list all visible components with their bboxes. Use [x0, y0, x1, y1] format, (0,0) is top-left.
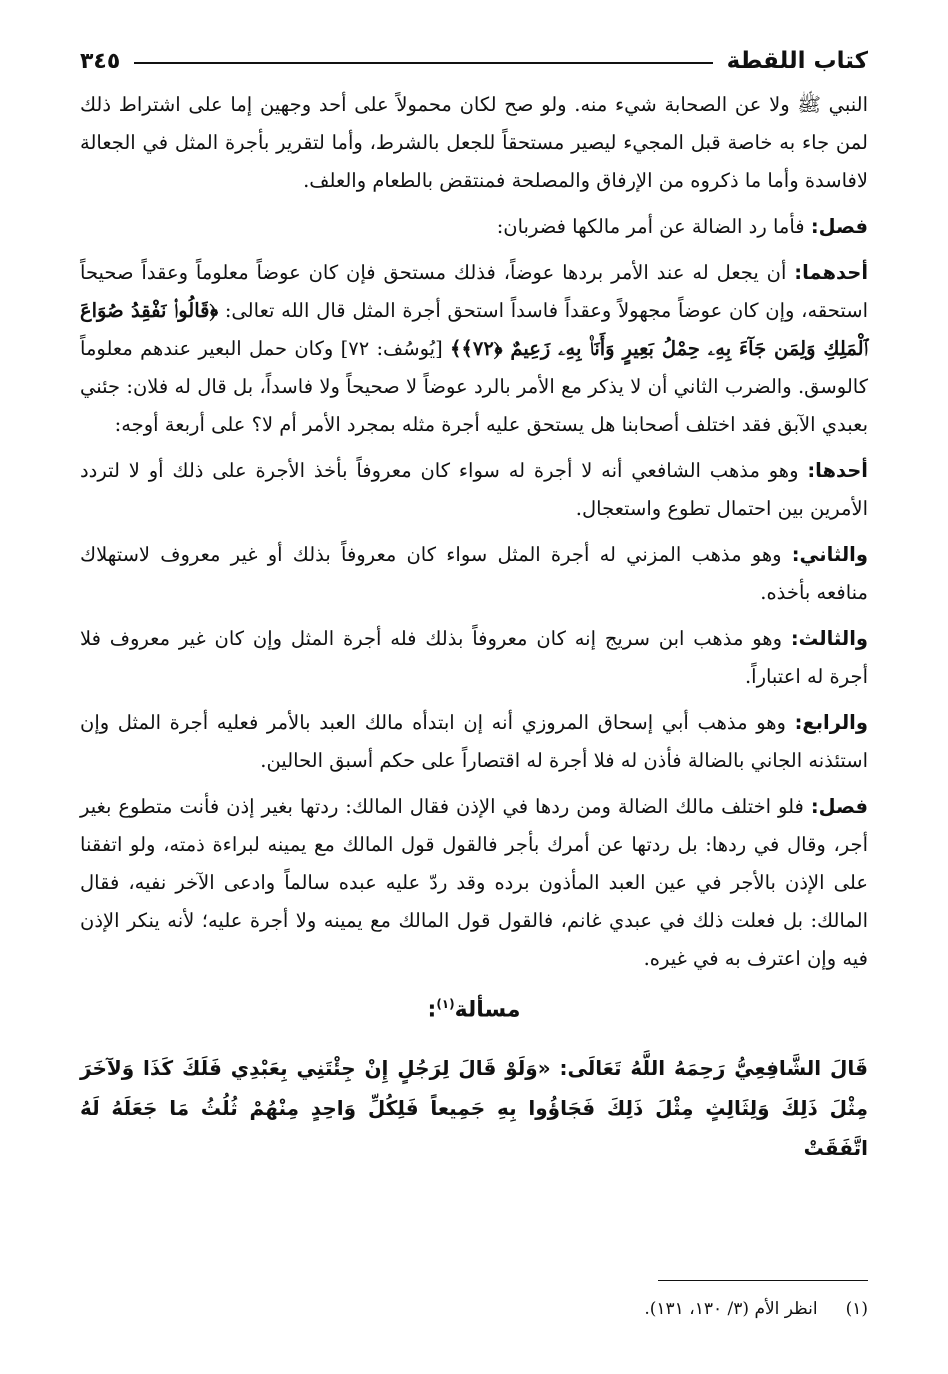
header-rule — [134, 62, 712, 64]
paragraph-2 — [80, 208, 868, 246]
section-heading — [80, 986, 868, 1028]
section-keyword: أحدهما: — [794, 261, 868, 284]
section-keyword: أحدها: — [807, 459, 868, 482]
paragraph-text: وهو مذهب أبي إسحاق المروزي أنه إن ابتدأه مالك العبد بالأمر فعليه أجرة المثل وإن استئذنه الجاني بالضالة فأذن له فلا أجرة له اقتصاراً على حكم أسبق الحالين. — [80, 711, 868, 772]
section-keyword: والثاني: — [791, 543, 868, 566]
section-keyword: والرابع: — [794, 711, 868, 734]
paragraph-text: أن يجعل له عند الأمر بردها عوضاً، فذلك مستحق فإن كان عوضاً معلوماً وعقداً صحيحاً استحقه، وإن كان عوضاً مجهولاً وعقداً فاسداً استحق أجرة المثل قال الله تعالى: — [80, 261, 868, 322]
paragraph-6 — [80, 620, 868, 696]
footnote-text: انظر الأم (٣/ ١٣٠، ١٣١). — [644, 1299, 818, 1319]
page-header — [80, 44, 868, 78]
paragraph-text: وهو مذهب ابن سريج إنه كان معروفاً بذلك فله أجرة المثل وإن كان غير معروف فلا أجرة له اعتباراً. — [80, 627, 868, 688]
section-keyword: فصل: — [810, 795, 868, 818]
chapter-title: كتاب اللقطة — [726, 48, 868, 74]
paragraph-text: فلو اختلف مالك الضالة ومن ردها في الإذن فقال المالك: ردتها بغير إذن فأنت متطوع بغير أجر، وقال في ردها: بل ردتها عن أمرك بأجر فالقول قول المالك مع يمينه لبراءة ذمته، ولو اتفقنا على الإذن بالأجر في عين العبد المأذون برده وقد ردّ عليه عبده سالماً وادعى الآخر نفيه، فقال المالك: بل فعلت ذلك في عبدي غانم، فالقول قول المالك مع يمينه ولا أجرة عليه؛ لأنه ينكر الإذن فيه وإن اعترف به في غيره. — [80, 795, 868, 970]
footnote-number: (١) — [845, 1299, 868, 1319]
paragraph-text: وهو مذهب المزني له أجرة المثل سواء كان معروفاً بذلك أو غير معروف لاستهلاك منافعه بأخذه. — [80, 543, 868, 604]
paragraph-5 — [80, 536, 868, 612]
paragraph-3 — [80, 254, 868, 444]
footnote-mark: (١) — [436, 997, 455, 1011]
paragraph-1: النبي ﷺ ولا عن الصحابة شيء منه. ولو صح لكان محمولاً على أحد وجهين إما على اشتراط ذلك لمن جاء به خاصة قبل المجيء ليصير مستحقاً للجعل بالشرط، وأما لتقرير بأجرة المثل في الجعالة لافاسدة وأما ما ذكروه من الإرفاق والمصلحة فمنتقض بالطعام والعلف. — [80, 93, 868, 192]
paragraph-text-cont: [يُوسُف: ٧٢] وكان حمل البعير عندهم معلوماً كالوسق. والضرب الثاني أن لا يذكر مع الأمر بالرد عوضاً لا صحيحاً ولا فاسداً، بل قال له فلان: جئني بعبدي الآبق فقد اختلف أصحابنا هل يستحق عليه أجرة مثله بمجرد الأمر أم لا؟ على أربعة أوجه: — [80, 337, 868, 436]
quran-verse: ﴿قَالُوا۟ نَفْقِدُ صُوَاعَ ٱلْمَلِكِ وَلِمَن جَآءَ بِهِۦ حِمْلُ بَعِيرٍ وَأَنَا۠ بِهِۦ زَعِيمٌ ﴿٧٢﴾﴾ — [80, 299, 868, 360]
paragraph-4 — [80, 452, 868, 528]
paragraph-text: وهو مذهب الشافعي أنه لا أجرة له سواء كان معروفاً بأخذ الأجرة على ذلك أو لا لتردد الأمرين بين احتمال تطوع واستعجال. — [80, 459, 868, 520]
heading-text: مسألة — [454, 997, 521, 1023]
paragraph-7 — [80, 704, 868, 780]
section-keyword: فصل: — [810, 215, 868, 238]
quoted-text: قَالَ الشَّافِعِيُّ رَحِمَهُ اللَّهُ تَعَالَى: «وَلَوْ قَالَ لِرَجُلٍ إِنْ جِئْتَنِي بِعَبْدِي فَلَكَ كَذَا وَلآخَرَ مِثْلَ ذَلِكَ وَلِثَالِثٍ مِثْلَ ذَلِكَ فَجَاؤُوا بِهِ جَمِيعاً فَلِكُلِّ وَاحِدٍ مِنْهُمْ ثُلُثُ مَا جَعَلَهُ لَهُ اتَّفَقَتْ — [80, 1056, 868, 1161]
page-number: ٣٤٥ — [80, 48, 121, 74]
paragraph-text: فأما رد الضالة عن أمر مالكها فضربان: — [496, 215, 811, 238]
heading-colon: : — [427, 997, 437, 1023]
main-text — [80, 86, 868, 978]
section-keyword: والثالث: — [790, 627, 868, 650]
footnote-separator — [658, 1280, 868, 1281]
footnote — [80, 1296, 868, 1322]
paragraph-8 — [80, 788, 868, 978]
